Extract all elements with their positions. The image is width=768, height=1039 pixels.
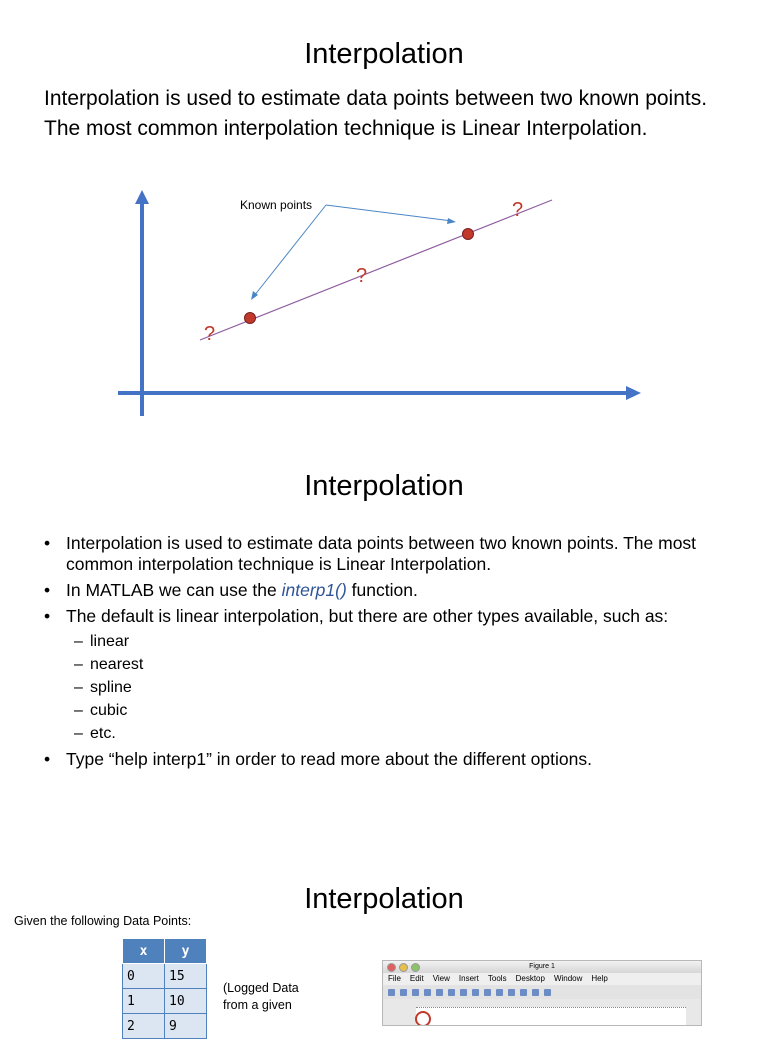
menu-window[interactable]: Window	[553, 974, 583, 983]
figure-title: Figure 1	[529, 963, 555, 970]
question-mark-right: ?	[512, 199, 524, 221]
menu-tools[interactable]: Tools	[487, 974, 507, 983]
colorbar-icon[interactable]	[532, 989, 539, 996]
x-axis-arrow	[626, 386, 641, 400]
table-row	[123, 989, 207, 1014]
sub-item-linear: – linear	[74, 633, 130, 650]
slide1-title: Interpolation	[304, 38, 464, 70]
table-header: x	[123, 939, 165, 964]
table-cell: 0	[123, 964, 165, 989]
pointer-icon[interactable]	[436, 989, 443, 996]
close-window-button[interactable]	[387, 963, 396, 972]
sub-item-etc: – etc.	[74, 725, 116, 742]
menu-desktop[interactable]: Desktop	[515, 974, 545, 983]
rotate-icon[interactable]	[484, 989, 491, 996]
table-row	[123, 964, 207, 989]
bullet-item	[44, 749, 744, 770]
sub-item-nearest: – nearest	[74, 656, 144, 673]
table-cell: 10	[165, 989, 207, 1014]
figure-titlebar	[383, 961, 701, 973]
zoom-window-button[interactable]	[411, 963, 420, 972]
bullet-text: Interpolation is used to estimate data points between two known points. The most common interpolation technique is Linear Interpolation.	[66, 533, 697, 574]
bullet-marker: •	[44, 749, 51, 769]
zoom-out-icon[interactable]	[460, 989, 467, 996]
menu-edit[interactable]: Edit	[409, 974, 424, 983]
menu-insert[interactable]: Insert	[458, 974, 479, 983]
data-cursor-icon[interactable]	[496, 989, 503, 996]
pan-icon[interactable]	[472, 989, 479, 996]
print-icon[interactable]	[424, 989, 431, 996]
bullet-list	[44, 533, 744, 775]
table-header: y	[165, 939, 207, 964]
figure-menubar	[383, 973, 701, 985]
slide2-title: Interpolation	[304, 470, 464, 502]
bullet-text: In MATLAB we can use the interp1() function.	[66, 580, 418, 600]
bullet-text: Type “help interp1” in order to read more about the different options.	[66, 749, 592, 769]
menu-help[interactable]: Help	[591, 974, 608, 983]
minimize-window-button[interactable]	[399, 963, 408, 972]
brush-icon[interactable]	[508, 989, 515, 996]
known-point-1	[245, 313, 256, 324]
table-header-row	[123, 939, 207, 964]
zoom-in-icon[interactable]	[448, 989, 455, 996]
y-axis-arrow	[135, 190, 149, 204]
table-cell: 1	[123, 989, 165, 1014]
logged-data-note: (Logged Data from a given	[223, 981, 299, 1012]
table-row	[123, 1014, 207, 1039]
table-cell: 9	[165, 1014, 207, 1039]
known-point-2	[463, 229, 474, 240]
bullet-item	[44, 533, 744, 575]
given-text: Given the following Data Points:	[14, 914, 192, 928]
bullet-marker: •	[44, 533, 51, 553]
bullet-marker: •	[44, 606, 51, 626]
bullet-text: The default is linear interpolation, but there are other types available, such as:	[66, 606, 669, 626]
question-mark-left: ?	[204, 323, 216, 345]
known-points-label: Known points	[240, 198, 313, 212]
sub-item-cubic: – cubic	[74, 702, 128, 719]
interpolation-diagram	[0, 180, 768, 430]
figure-axes	[416, 1007, 686, 1026]
menu-file[interactable]: File	[388, 974, 401, 983]
slide1-body: Interpolation is used to estimate data points between two known points. The most common interpolation technique is Linear Interpolation.	[44, 87, 708, 140]
question-mark-middle: ?	[356, 265, 368, 287]
bullet-marker: •	[44, 580, 51, 600]
bullet-item	[44, 580, 744, 601]
annotation-arrow-right	[326, 205, 452, 221]
table-cell: 2	[123, 1014, 165, 1039]
legend-icon[interactable]	[544, 989, 551, 996]
bullet-item	[44, 606, 744, 627]
menu-view[interactable]: View	[432, 974, 450, 983]
sub-item-spline: – spline	[74, 679, 132, 696]
function-name: interp1()	[281, 580, 347, 600]
new-figure-icon[interactable]	[388, 989, 395, 996]
slide3-title: Interpolation	[304, 883, 464, 915]
matlab-figure-window	[382, 960, 702, 1026]
save-icon[interactable]	[412, 989, 419, 996]
link-icon[interactable]	[520, 989, 527, 996]
table-cell: 15	[165, 964, 207, 989]
annotation-arrow-left	[254, 205, 326, 296]
figure-toolbar	[383, 985, 701, 999]
open-file-icon[interactable]	[400, 989, 407, 996]
